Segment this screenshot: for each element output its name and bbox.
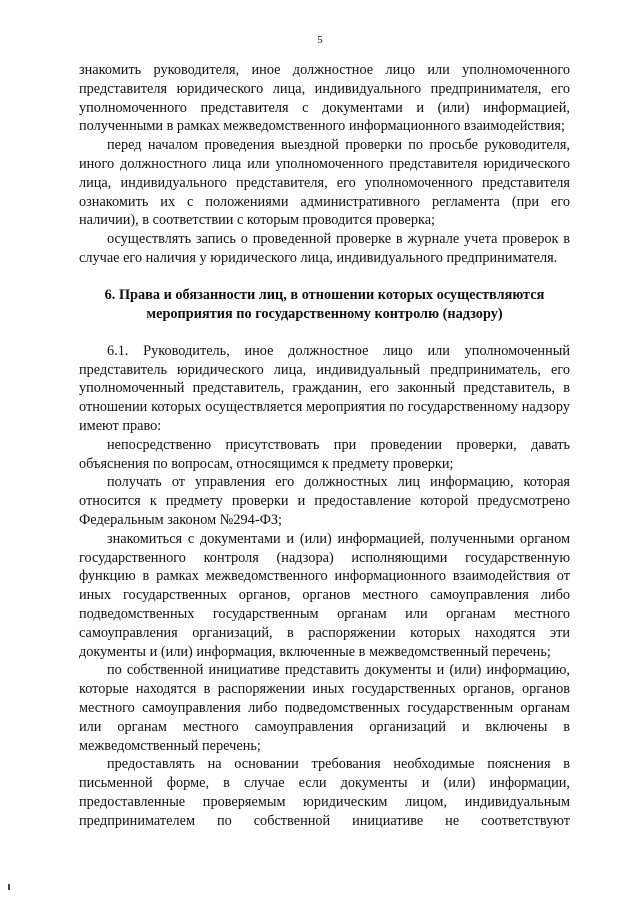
paragraph: осуществлять запись о проведенной проверке в журнале учета проверок в случае его наличия у юридического лица, индивидуального предпринимателя. — [79, 231, 570, 266]
paragraph: предоставлять на основании требования необходимые пояснения в письменной форме, в случае если документы и (или) информации, предоставленные проверяемым юридическим лицом, индивидуальным предпринимателем по собственной инициативе не соответствуют — [79, 756, 570, 829]
paragraph: знакомиться с документами и (или) информацией, полученными органом государственного контроля (надзора) исполняющими государственную функцию в рамках межведомственного информационного взаимодействия от иных государственных органов, органов местного самоуправления либо подведомственных государственным органам или органам местного самоуправления организаций, в распоряжении которых находятся эти документы и (или) информация, включенные в межведомственный перечень; — [79, 530, 570, 660]
section-heading-line: 6. Права и обязанности лиц, в отношении которых осуществляются — [104, 286, 545, 303]
page-number: 5 — [317, 34, 323, 46]
scan-mark — [8, 884, 10, 890]
paragraph: знакомить руководителя, иное должностное лицо или уполномоченного представителя юридического лица, индивидуального предпринимателя, его уполномоченного представителя с документами и (или) информацией, полученными в рамках межведомственного информационного взаимодействия; — [79, 62, 570, 135]
paragraph: по собственной инициативе представить документы и (или) информацию, которые находятся в распоряжении иных государственных органов, органов местного самоуправления либо подведомственных государственным органам или органам местного самоуправления организаций и включены в межведомственный перечень; — [79, 662, 570, 754]
section-heading-line: мероприятия по государственному контролю (надзору) — [146, 305, 503, 322]
paragraph: непосредственно присутствовать при проведении проверки, давать объяснения по вопросам, относящимся к предмету проверки; — [79, 436, 570, 472]
paragraph: получать от управления его должностных лиц информацию, которая относится к предмету проверки и предоставление которой предусмотрено Федеральным законом №294-ФЗ; — [79, 474, 570, 528]
paragraph: перед началом проведения выездной проверки по просьбе руководителя, иного должностного лица или уполномоченного представителя юридического лица, индивидуального представителя, его уполномоченного представителя ознакомить их с положениями административного регламента (при его наличии), в соответствии с которым проводится проверка; — [79, 137, 570, 229]
section-heading — [79, 286, 570, 324]
document-body — [79, 61, 570, 830]
paragraph: 6.1. Руководитель, иное должностное лицо или уполномоченный представитель юридического лица, индивидуальный предприниматель, его уполномоченный представитель, гражданин, его законный представитель, в отношении которых осуществляется мероприятия по государственному надзору имеют право: — [79, 342, 570, 434]
